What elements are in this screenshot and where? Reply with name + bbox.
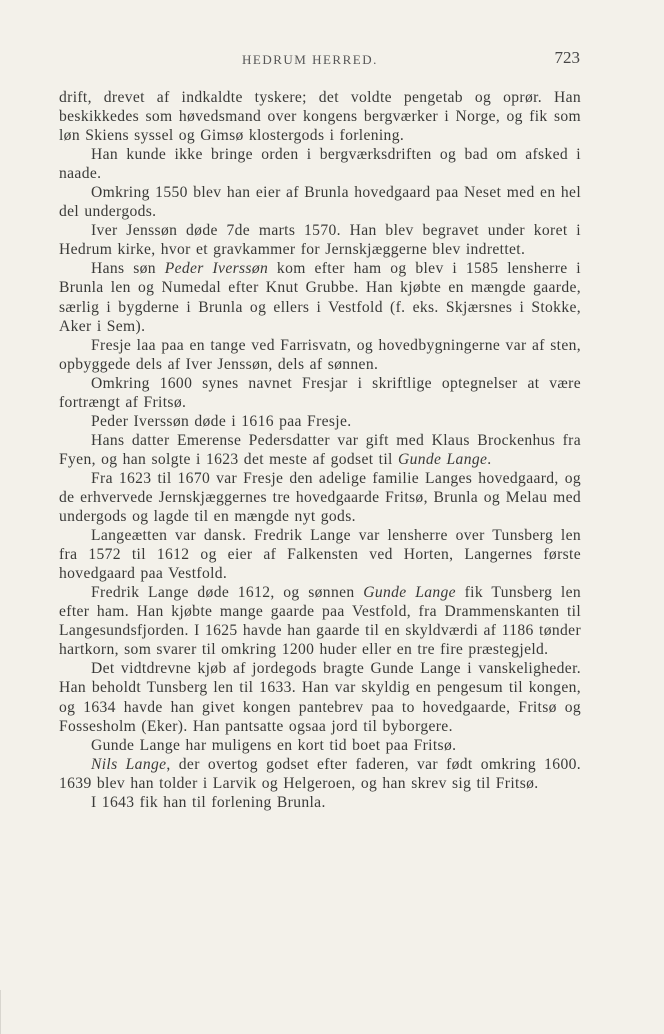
paragraph: Omkring 1600 synes navnet Fresjar i skriftlige optegnelser at være fortrængt af Fritsø. <box>59 374 581 411</box>
paragraph: Det vidtdrevne kjøb af jordegods bragte Gunde Lange i vanskeligheder. Han beholdt Tunsberg len til 1633. Han var skyldig en pengesum til kongen, og 1634 havde han givet kongen pantebrev paa to hovedgaarde, Fritsø og Fossesholm (Eker). Han pantsatte ogsaa jord til byborgere. <box>59 660 581 735</box>
page-number: 723 <box>554 48 580 67</box>
page-header <box>0 48 664 72</box>
running-title: HEDRUM HERRED. <box>242 52 378 67</box>
paragraph: Han kunde ikke bringe orden i bergværksdriften og bad om afsked i naade. <box>59 146 581 183</box>
paragraph: Fra 1623 til 1670 var Fresje den adelige familie Langes hovedgaard, og de erhvervede Jernskjæggernes tre hovedgaarde Fritsø, Brunla og Melau med undergods og lagde til en mængde nyt gods. <box>59 469 581 526</box>
paragraph: Nils Lange, der overtog godset efter faderen, var født omkring 1600. 1639 blev han tolder i Larvik og Helgeroen, og han skrev sig til Fritsø. <box>59 755 581 792</box>
paragraph: Iver Jenssøn døde 7de marts 1570. Han blev begravet under koret i Hedrum kirke, hvor et gravkammer for Jernskjæggerne blev indrettet. <box>59 222 581 259</box>
paragraph: Gunde Lange har muligens en kort tid boet paa Fritsø. <box>91 736 457 754</box>
paragraph: Fredrik Lange døde 1612, og sønnen Gunde Lange fik Tunsberg len efter ham. Han kjøbte mange gaarde paa Vestfold, fra Drammenskanten til Langesundsfjorden. I 1625 havde han gaarde til en skyldværdi af 1186 tønder hartkorn, som svarer til omkring 1200 huder eller en tre fire præstegjeld. <box>59 584 581 659</box>
paragraph: Omkring 1550 blev han eier af Brunla hovedgaard paa Neset med en hel del undergods. <box>59 184 581 221</box>
body-text <box>59 88 581 812</box>
page-edge <box>0 990 11 1034</box>
paragraph: I 1643 fik han til forlening Brunla. <box>91 793 326 811</box>
paragraph: Hans datter Emerense Pedersdatter var gift med Klaus Brockenhus fra Fyen, og han solgte i 1623 det meste af godset til Gunde Lange. <box>59 431 581 468</box>
paragraph: Langeætten var dansk. Fredrik Lange var lensherre over Tunsberg len fra 1572 til 1612 og eier af Falkensten ved Horten, Langernes første hovedgaard paa Vestfold. <box>59 527 581 583</box>
paragraph: drift, drevet af indkaldte tyskere; det voldte pengetab og oprør. Han beskikkedes som høvedsmand over kongens bergværker i Norge, og fik som løn Skiens syssel og Gimsø klostergods i forlening. <box>59 89 581 145</box>
paragraph: Hans søn Peder Iverssøn kom efter ham og blev i 1585 lensherre i Brunla len og Numedal efter Knut Grubbe. Han kjøbte en mængde gaarde, særlig i bygderne i Brunla og ellers i Vestfold (f. eks. Skjærsnes i Stokke, Aker i Sem). <box>59 260 581 335</box>
person-name: Peder Iverssøn <box>164 260 269 278</box>
person-name: Gunde Lange <box>363 584 456 602</box>
paragraph: Fresje laa paa en tange ved Farrisvatn, og hovedbygningerne var af sten, opbyggede dels af Iver Jenssøn, dels af sønnen. <box>59 336 581 373</box>
person-name: Gunde Lange <box>397 450 488 468</box>
person-name: Nils Lange <box>91 755 167 773</box>
paragraph: Peder Iverssøn døde i 1616 paa Fresje. <box>91 412 352 430</box>
